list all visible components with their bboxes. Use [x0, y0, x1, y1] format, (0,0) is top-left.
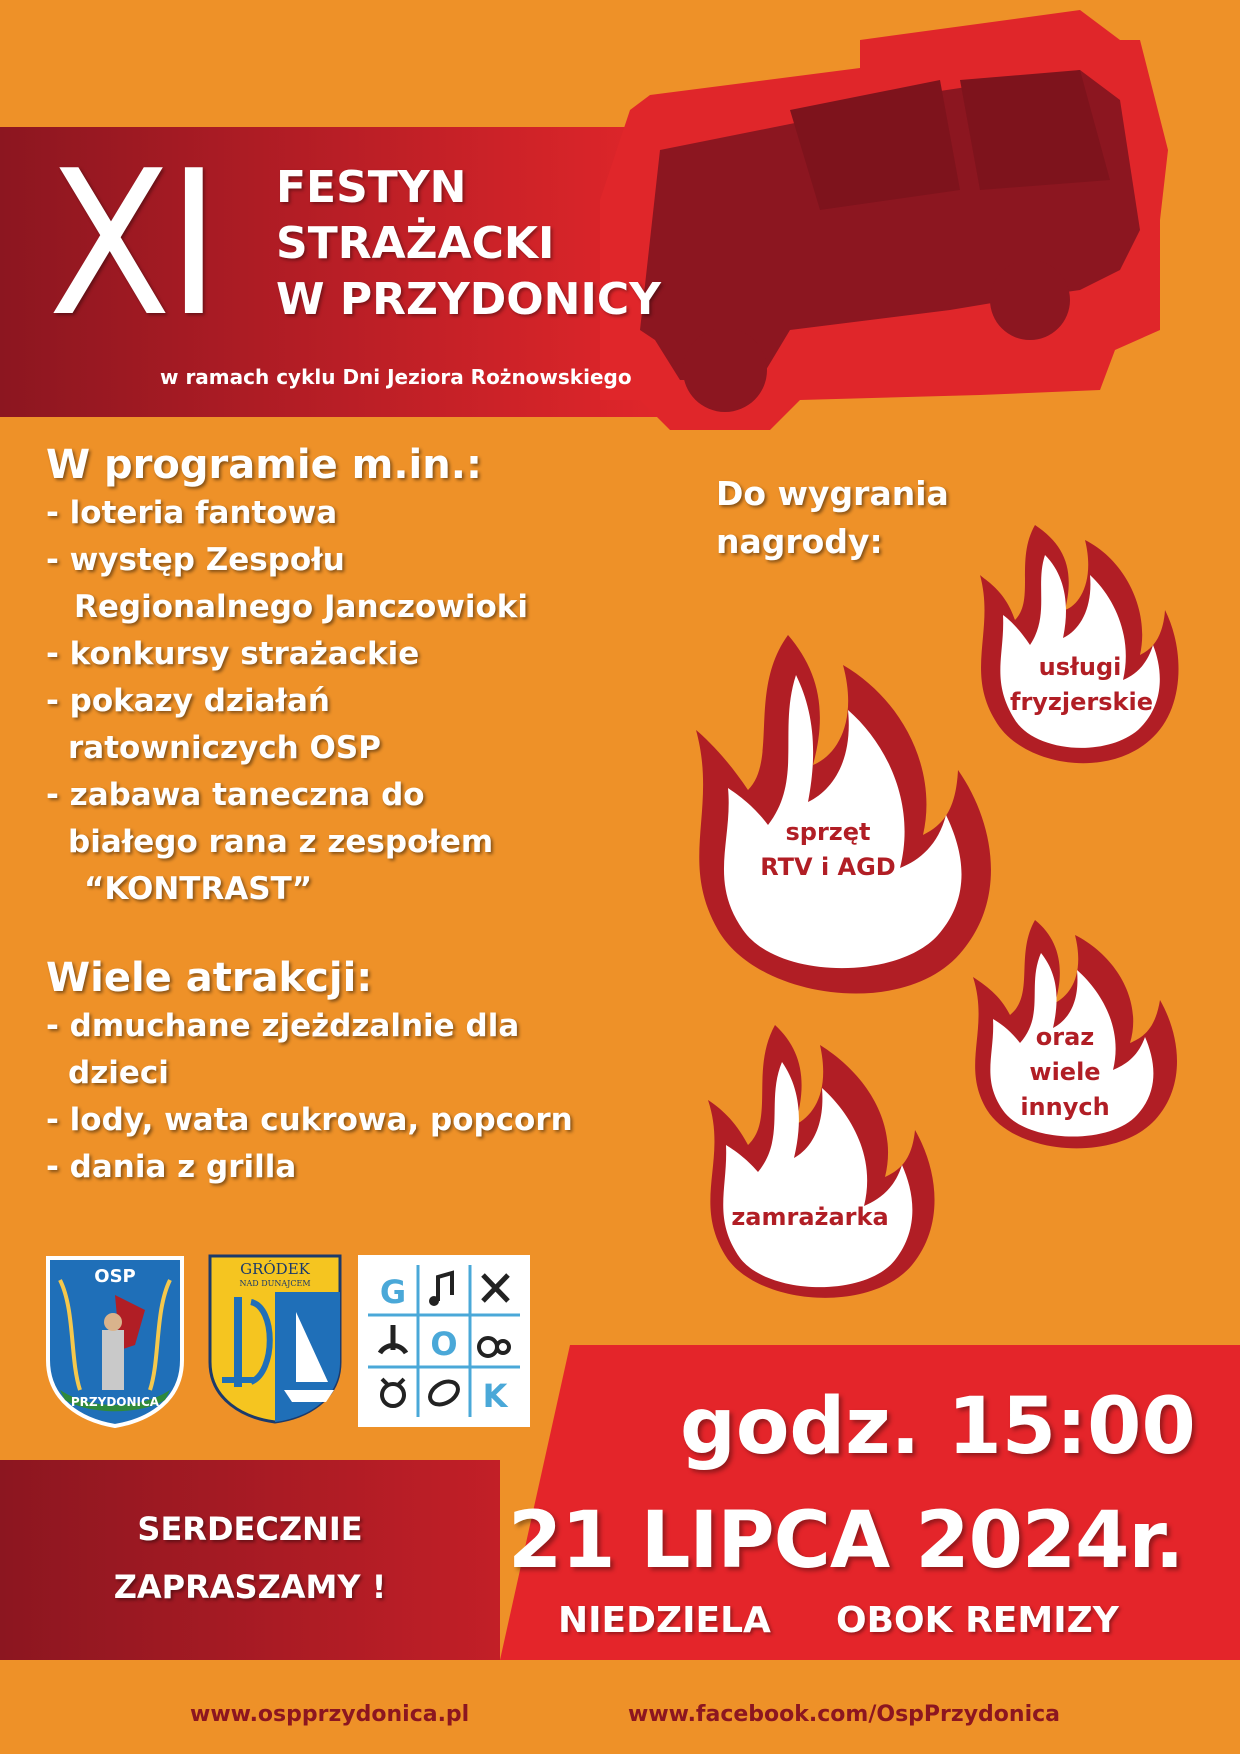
attractions-heading: Wiele atrakcji: — [46, 955, 373, 1001]
grodek-subtitle-text: NAD DUNAJCEM — [239, 1279, 311, 1288]
program-item: ratowniczych OSP — [68, 730, 381, 766]
program-item: Regionalnego Janczowioki — [74, 589, 529, 625]
event-time: godz. 15:00 — [680, 1382, 1196, 1472]
event-subtitle: w ramach cyklu Dni Jeziora Rożnowskiego — [160, 365, 632, 389]
gok-letter-k: K — [482, 1377, 508, 1415]
program-heading: W programie m.in.: — [46, 442, 482, 488]
program-item: - pokazy działań — [46, 683, 330, 719]
prize-label: sprzęt RTV i AGD — [760, 818, 896, 881]
program-item: białego rana z zespołem — [68, 824, 494, 860]
program-item: - zabawa taneczna do — [46, 777, 425, 813]
prize-label: zamrażarka — [731, 1203, 889, 1231]
osp-logo — [40, 1250, 190, 1428]
facebook-link[interactable]: www.facebook.com/OspPrzydonica — [628, 1702, 1060, 1727]
prizes-heading-line-1: Do wygrania — [716, 474, 949, 513]
event-day: NIEDZIELA — [558, 1600, 771, 1641]
event-title — [276, 160, 661, 328]
program-item: “KONTRAST” — [84, 871, 313, 907]
program-section — [46, 440, 573, 1191]
grodek-coat-of-arms — [206, 1252, 344, 1424]
gok-letter-o: O — [430, 1325, 458, 1363]
program-item: - konkursy strażackie — [46, 636, 420, 672]
gok-letter-g: G — [379, 1273, 407, 1311]
program-item: - występ Zespołu — [46, 542, 345, 578]
invitation-line-2: ZAPRASZAMY ! — [113, 1568, 387, 1606]
roman-numeral: XI — [48, 128, 217, 361]
invitation-text — [80, 1500, 420, 1616]
osp-logo-bottom-text: PRZYDONICA — [70, 1395, 160, 1409]
title-line-2: STRAŻACKI — [276, 218, 555, 269]
osp-logo-top-text: OSP — [94, 1266, 136, 1287]
attraction-item: - dania z grilla — [46, 1149, 297, 1185]
program-item: - loteria fantowa — [46, 495, 338, 531]
event-date: 21 LIPCA 2024r. — [508, 1496, 1184, 1586]
attraction-item: dzieci — [68, 1055, 169, 1091]
prizes-heading — [716, 470, 949, 566]
attraction-item: - lody, wata cukrowa, popcorn — [46, 1102, 573, 1138]
flame-icon — [700, 1020, 940, 1310]
invitation-line-1: SERDECZNIE — [137, 1510, 363, 1548]
prize-label: oraz wiele innych — [1020, 1023, 1110, 1121]
grodek-title-text: GRÓDEK — [240, 1260, 310, 1278]
website-link[interactable]: www.ospprzydonica.pl — [190, 1702, 470, 1727]
event-place: OBOK REMIZY — [836, 1600, 1119, 1641]
fire-truck-icon — [560, 0, 1240, 440]
attraction-item: - dmuchane zjeżdzalnie dla — [46, 1008, 520, 1044]
title-line-3: W PRZYDONICY — [276, 274, 662, 325]
title-line-1: FESTYN — [276, 162, 467, 213]
prize-label: usługi fryzjerskie — [1010, 653, 1153, 716]
prizes-heading-line-2: nagrody: — [716, 522, 883, 561]
